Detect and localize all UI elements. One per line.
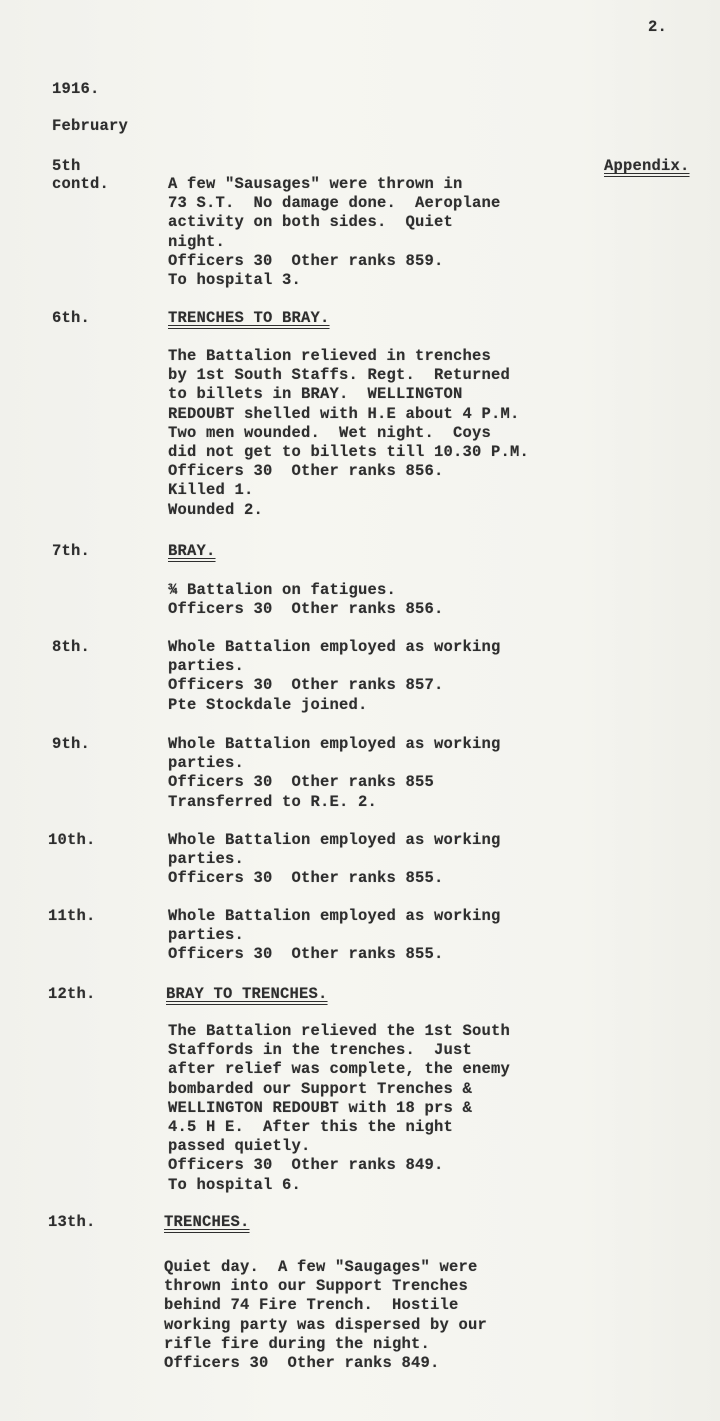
entry-line: rifle fire during the night. xyxy=(164,1334,431,1353)
entry-line: WELLINGTON REDOUBT with 18 prs & xyxy=(168,1098,473,1117)
entry-line: Whole Battalion employed as working xyxy=(168,735,501,753)
entry-line: bombarded our Support Trenches & xyxy=(168,1079,473,1098)
entry-heading: TRENCHES. xyxy=(164,1213,250,1231)
entry-body xyxy=(168,347,529,520)
entry-line: Officers 30 Other ranks 855. xyxy=(168,945,444,964)
entry-line: Officers 30 Other ranks 856. xyxy=(168,600,444,619)
entry-date: 11th. xyxy=(48,907,96,925)
entry-body xyxy=(168,581,444,619)
entry-line: The Battalion relieved in trenches xyxy=(168,347,492,365)
entry-line: The Battalion relieved the 1st South xyxy=(168,1022,511,1040)
entry-heading: BRAY. xyxy=(168,542,216,560)
appendix-label: Appendix. xyxy=(604,157,690,175)
entry-line: Whole Battalion employed as working xyxy=(168,831,501,849)
entry-line: Pte Stockdale joined. xyxy=(168,695,368,714)
entry-line: to billets in BRAY. WELLINGTON xyxy=(168,385,463,404)
entry-line: thrown into our Support Trenches xyxy=(164,1277,469,1296)
entry-line: parties. xyxy=(168,926,245,945)
entry-line: night. xyxy=(168,232,226,251)
entry-line: Officers 30 Other ranks 856. xyxy=(168,462,444,481)
entry-line: Whole Battalion employed as working xyxy=(168,907,501,925)
entry-line: Officers 30 Other ranks 859. xyxy=(168,251,444,270)
entry-line: Officers 30 Other ranks 855 xyxy=(168,773,435,792)
entry-line: Wounded 2. xyxy=(168,500,264,519)
entry-body xyxy=(168,175,501,290)
entry-line: Officers 30 Other ranks 849. xyxy=(168,1156,444,1175)
entry-line: Two men wounded. Wet night. Coys xyxy=(168,423,492,442)
entry-date: 10th. xyxy=(48,831,96,849)
entry-line: did not get to billets till 10.30 P.M. xyxy=(168,443,530,462)
entry-line: To hospital 6. xyxy=(168,1175,302,1194)
entry-line: behind 74 Fire Trench. Hostile xyxy=(164,1296,459,1315)
entry-line: Transferred to R.E. 2. xyxy=(168,792,378,811)
entry-line: after relief was complete, the enemy xyxy=(168,1060,511,1079)
entry-body xyxy=(168,638,501,715)
entry-body xyxy=(168,735,501,812)
entry-body xyxy=(168,831,501,889)
entry-date: 7th. xyxy=(52,542,91,560)
entry-body xyxy=(164,1258,487,1373)
entry-line: Officers 30 Other ranks 849. xyxy=(164,1354,440,1373)
entry-date-contd: contd. xyxy=(52,175,110,193)
year-heading: 1916. xyxy=(52,80,100,98)
entry-line: REDOUBT shelled with H.E about 4 P.M. xyxy=(168,404,520,423)
entry-heading: TRENCHES TO BRAY. xyxy=(168,309,330,327)
entry-line: Whole Battalion employed as working xyxy=(168,638,501,656)
entry-line: parties. xyxy=(168,657,245,676)
entry-line: parties. xyxy=(168,850,245,869)
page-number: 2. xyxy=(648,18,668,36)
entry-date: 5th xyxy=(52,157,81,175)
entry-line: To hospital 3. xyxy=(168,271,302,290)
entry-body xyxy=(168,1022,510,1195)
entry-line: Quiet day. A few "Saugages" were xyxy=(164,1258,478,1276)
entry-line: passed quietly. xyxy=(168,1137,311,1156)
entry-line: by 1st South Staffs. Regt. Returned xyxy=(168,366,511,385)
entry-line: Officers 30 Other ranks 857. xyxy=(168,676,444,695)
entry-line: parties. xyxy=(168,754,245,773)
entry-line: activity on both sides. Quiet xyxy=(168,213,454,232)
entry-date: 13th. xyxy=(48,1213,96,1231)
month-heading: February xyxy=(52,117,129,135)
entry-date: 12th. xyxy=(48,985,96,1003)
entry-line: 73 S.T. No damage done. Aeroplane xyxy=(168,194,501,213)
entry-line: working party was dispersed by our xyxy=(164,1315,488,1334)
entry-date: 9th. xyxy=(52,735,91,753)
entry-body xyxy=(168,907,501,965)
entry-line: Staffords in the trenches. Just xyxy=(168,1041,473,1060)
entry-heading: BRAY TO TRENCHES. xyxy=(166,985,328,1003)
entry-line: A few "Sausages" were thrown in xyxy=(168,175,463,193)
entry-line: 4.5 H E. After this the night xyxy=(168,1118,454,1137)
entry-line: ¾ Battalion on fatigues. xyxy=(168,581,397,599)
entry-line: Officers 30 Other ranks 855. xyxy=(168,869,444,888)
entry-date: 8th. xyxy=(52,638,91,656)
entry-date: 6th. xyxy=(52,309,91,327)
entry-line: Killed 1. xyxy=(168,481,254,500)
